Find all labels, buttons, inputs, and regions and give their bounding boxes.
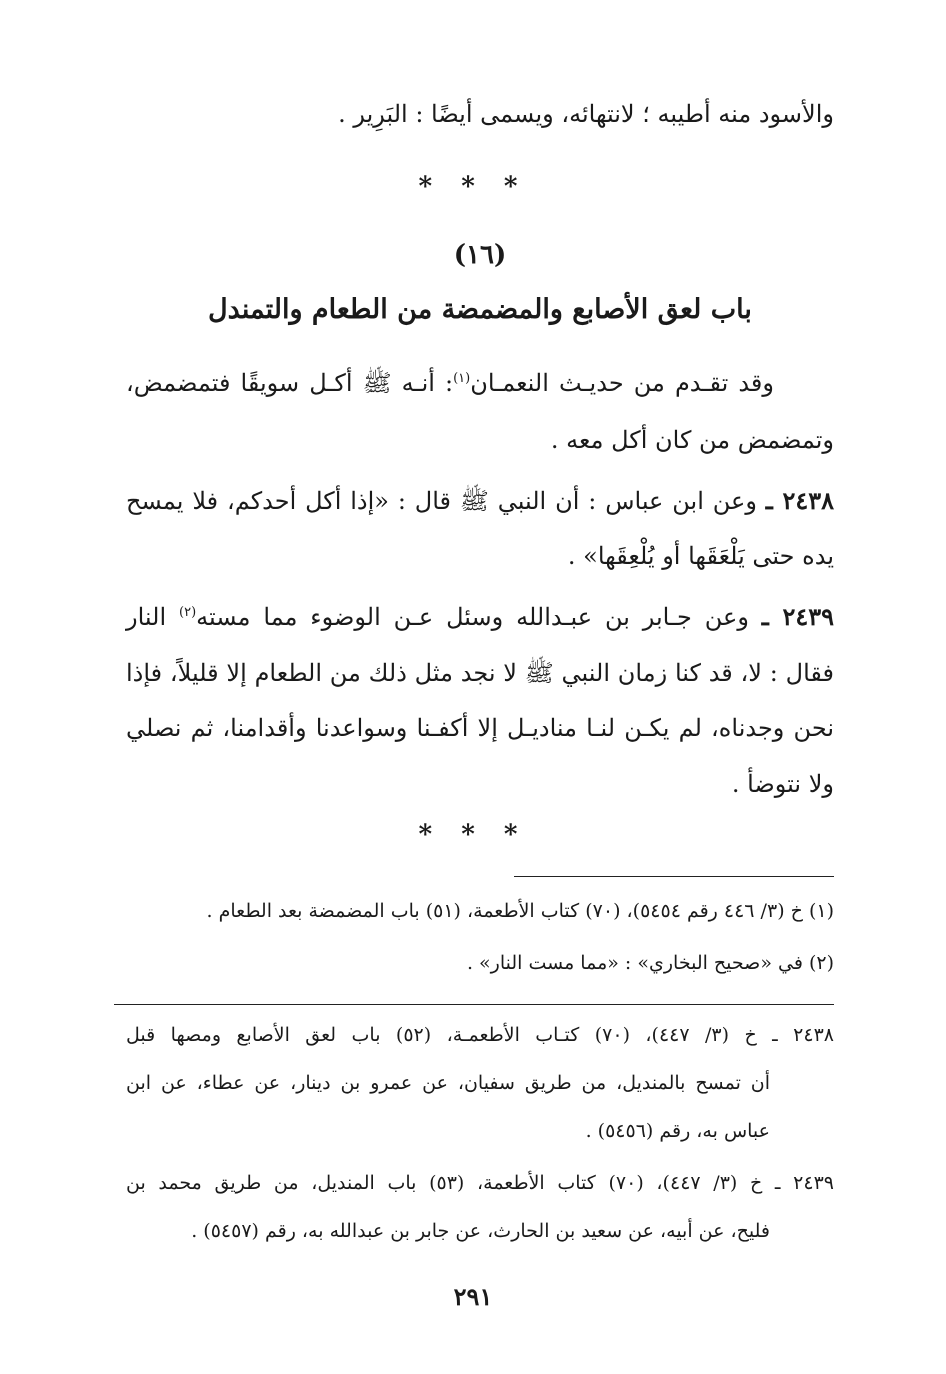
hadith-2439-line-4: ولا نتوضأ . <box>731 770 834 798</box>
separator-stars-bottom: * * * <box>418 820 528 850</box>
sources-divider <box>114 1004 834 1005</box>
source-2438-line-1: ٢٤٣٨ ـ خ (٣/ ٤٤٧)، (٧٠) كتـاب الأطعمـة، (٥٢) باب لعق الأصابع ومصها قبل <box>126 1024 834 1046</box>
source-2439-line-1: ٢٤٣٩ ـ خ (٣/ ٤٤٧)، (٧٠) كتاب الأطعمة، (٥٣) باب المنديل، من طريق محمد بن <box>126 1172 834 1194</box>
hadith-2438-line-1 <box>126 486 834 521</box>
hadith-2438-line-2: يده حتى يَلْعَقَها أو يُلْعِقَها» . <box>567 542 834 570</box>
intro-text-before: وقد تقـدم من حديـث النعمـان <box>470 369 774 397</box>
source-2438-line-3: عباس به، رقم (٥٤٥٦) . <box>585 1120 770 1142</box>
hadith-text-end: النار <box>126 603 179 631</box>
intro-line-2: وتمضمض من كان أكل معه . <box>550 426 834 454</box>
chapter-number: (١٦) <box>453 240 507 270</box>
footnote-ref-2: (٢) <box>179 605 197 620</box>
hadith-text: وعن ابن عباس : أن النبي ﷺ قال : «إذا أكل أحدكم، فلا يمسح <box>126 487 757 515</box>
chapter-title: باب لعق الأصابع والمضمضة من الطعام والتمندل <box>208 294 752 325</box>
hadith-2439-line-2: فقال : لا، قد كنا زمان النبي ﷺ لا نجد مثل ذلك من الطعام إلا قليلاً، فإذا <box>126 659 834 687</box>
hadith-2439-line-3: نحن وجدناه، لم يكـن لنـا مناديـل إلا أكفـنا وسواعدنا وأقدامنا، ثم نصلي <box>126 714 834 742</box>
source-2438-line-2: أن تمسح بالمنديل، من طريق سفيان، عن عمرو بن دينار، عن عطاء، عن ابن <box>126 1072 770 1094</box>
footnote-1: (١) خ (٣/ ٤٤٦ رقم ٥٤٥٤)، (٧٠) كتاب الأطعمة، (٥١) باب المضمضة بعد الطعام . <box>206 900 834 922</box>
intro-text-after: : أنـه ﷺ أكـل سويقًا فتمضمض، <box>126 369 454 397</box>
top-line: والأسود منه أطيبه ؛ لانتهائه، ويسمى أيضًا : البَرِير . <box>338 100 834 128</box>
source-2439-line-2: فليح، عن أبيه، عن سعيد بن الحارث، عن جابر بن عبدالله به، رقم (٥٤٥٧) . <box>191 1220 770 1242</box>
footnote-ref-1: (١) <box>453 371 471 386</box>
hadith-text: وعن جـابر بن عبـدالله وسئل عـن الوضوء مما مسته <box>196 603 749 631</box>
hadith-number: ٢٤٣٩ ـ <box>761 602 834 631</box>
intro-line-1 <box>126 368 774 403</box>
footnote-2: (٢) في «صحيح البخاري» : «مما مست النار» . <box>466 952 834 974</box>
hadith-number: ٢٤٣٨ ـ <box>765 486 834 515</box>
separator-stars-top: * * * <box>418 172 528 202</box>
hadith-2439-line-1 <box>126 602 834 631</box>
page-number: ٢٩١ <box>453 1282 493 1311</box>
footnote-divider <box>514 876 834 877</box>
